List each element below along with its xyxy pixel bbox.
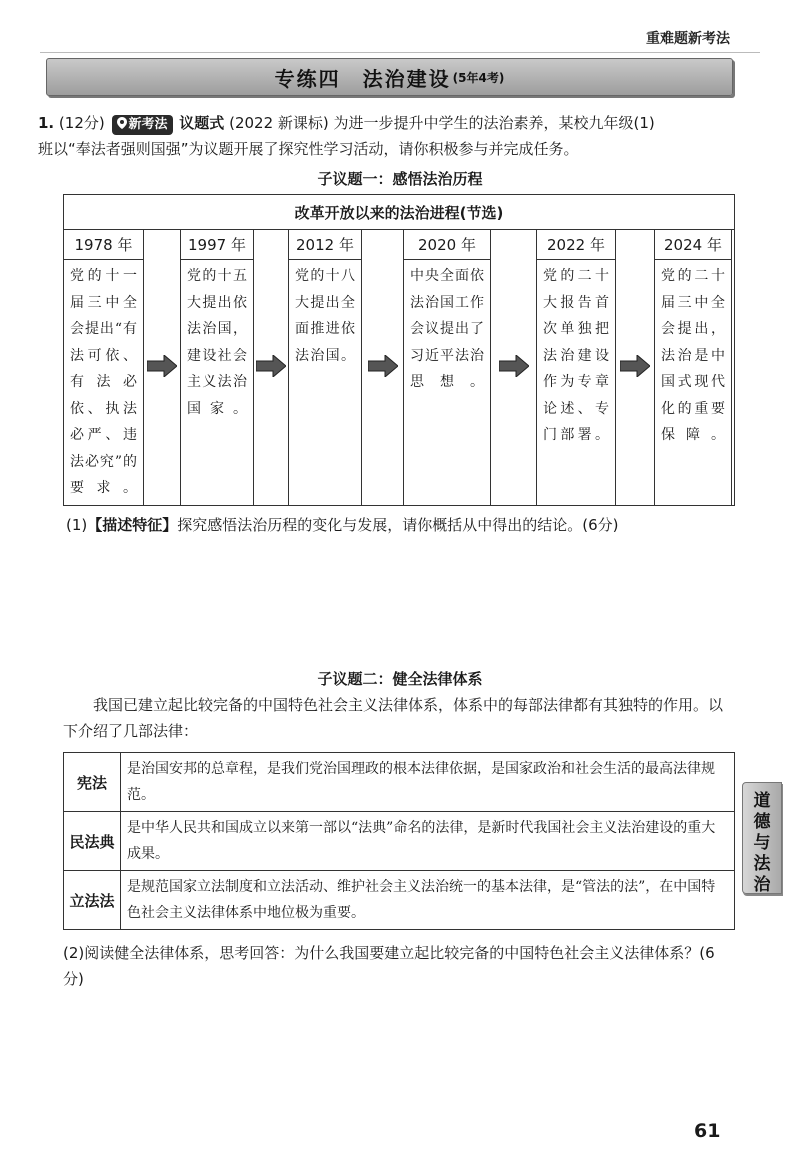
law-row: [64, 812, 735, 871]
law-row: [64, 753, 735, 812]
page-number: 61: [694, 1120, 721, 1142]
task-1-tag: 【描述特征】: [87, 516, 178, 534]
timeline-entry: [288, 229, 362, 505]
timeline-event: 党的二十大报告首次单独把法治建设作为专章论述、专门部署。: [543, 268, 609, 443]
sub-topic-2-intro: 我国已建立起比较完备的中国特色社会主义法律体系，体系中的每部法律都有其独特的作用。以下介绍了几部法律：: [63, 696, 724, 740]
timeline-year: 2024 年: [655, 229, 731, 260]
section-header-tag: 重难题新考法: [646, 31, 730, 47]
chapter-subtitle: (5年4考): [452, 70, 505, 85]
new-method-badge: 新考法: [112, 115, 173, 135]
subject-side-tab-label: 道德与法治: [753, 791, 771, 895]
law-description: 是中华人民共和国成立以来第一部以“法典”命名的法律，是新时代我国社会主义法治建设的重大成果。: [121, 812, 735, 871]
timeline-event: 党的二十届三中全会提出，法治是中国式现代化的重要保障。: [661, 268, 725, 443]
timeline-year: 2022 年: [537, 229, 615, 260]
question-source: (2022 新课标): [229, 114, 329, 132]
timeline-event: 党的十一届三中全会提出“有法可依、有法必依、执法必严、违法必究”的要求。: [70, 268, 137, 496]
timeline-title: 改革开放以来的法治进程(节选): [64, 195, 734, 230]
timeline-event: 党的十五大提出依法治国，建设社会主义法治国家。: [187, 268, 247, 417]
chapter-banner: [46, 58, 733, 96]
right-arrow-icon: [499, 355, 529, 377]
sub-topic-1-title: 子议题一：感悟法治历程: [317, 170, 483, 188]
sub-topic-2-title: 子议题二：健全法律体系: [317, 670, 483, 688]
timeline-entry: [536, 229, 616, 505]
chapter-title: 专练四 法治建设: [274, 66, 451, 91]
law-description: 是治国安邦的总章程，是我们党治国理政的根本法律依据，是国家政治和社会生活的最高法律规范。: [121, 753, 735, 812]
timeline-year: 2020 年: [404, 229, 490, 260]
timeline-entry: [654, 229, 732, 505]
right-arrow-icon: [368, 355, 398, 377]
timeline-table: [63, 194, 735, 506]
task-1-text: 探究感悟法治历程的变化与发展，请你概括从中得出的结论。(6分): [177, 516, 619, 534]
law-name: 立法法: [64, 871, 121, 930]
timeline-year: 1978 年: [64, 229, 143, 260]
timeline-event: 中央全面依法治国工作会议提出了习近平法治思想。: [410, 268, 484, 390]
question-line2: 班以“奉法者强则国强”为议题开展了探究性学习活动，请你积极参与并完成任务。: [38, 140, 579, 158]
law-name: 宪法: [64, 753, 121, 812]
question-score: (12分): [58, 114, 105, 132]
task-1-prefix: (1): [66, 516, 88, 534]
timeline-entry: [180, 229, 254, 505]
law-row: [64, 871, 735, 930]
question-stem: [38, 110, 753, 162]
right-arrow-icon: [256, 355, 286, 377]
question-line1-rest: 为进一步提升中学生的法治素养，某校九年级(1): [333, 114, 655, 132]
task-2: (2)阅读健全法律体系，思考回答：为什么我国要建立起比较完备的中国特色社会主义法律体系？(6分): [63, 944, 715, 988]
task-1: [66, 512, 619, 538]
law-name: 民法典: [64, 812, 121, 871]
law-description: 是规范国家立法制度和立法活动、维护社会主义法治统一的基本法律，是“管法的法”，在中国特色社会主义法律体系中地位极为重要。: [121, 871, 735, 930]
right-arrow-icon: [620, 355, 650, 377]
timeline-entry: [64, 229, 144, 505]
timeline-year: 2012 年: [289, 229, 361, 260]
timeline-event: 党的十八大提出全面推进依法治国。: [295, 268, 355, 364]
header-divider: [40, 52, 760, 53]
subject-side-tab: [742, 782, 782, 894]
laws-table: [63, 752, 735, 930]
right-arrow-icon: [147, 355, 177, 377]
question-number: 1.: [38, 114, 55, 132]
location-pin-icon: [117, 117, 127, 129]
question-type: 议题式: [179, 114, 225, 132]
timeline-year: 1997 年: [181, 229, 253, 260]
timeline-entry: [403, 229, 491, 505]
